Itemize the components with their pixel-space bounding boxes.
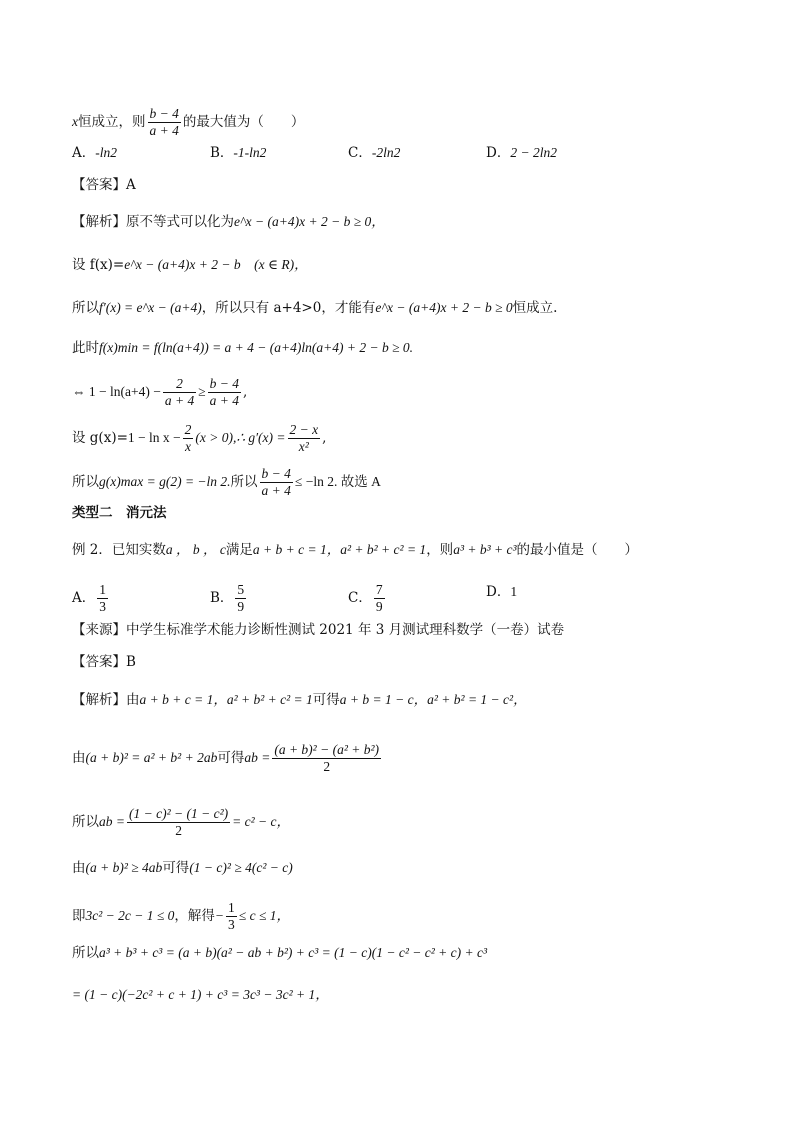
q1-stem-suffix: 的最大值为（ ）	[182, 114, 305, 130]
answer-value: A	[126, 177, 136, 193]
q2-option-d: D．1	[486, 584, 518, 600]
q1-analysis-line-3: 所以f′(x) = e^x − (a+4)，所以只有 a+4>0，才能有e^x − (a+4)x + 2 − b ≥ 0恒成立.	[72, 300, 558, 316]
answer-label: 【答案】	[72, 177, 126, 193]
q1-stem-prefix: x	[72, 114, 78, 129]
q1-analysis-line-4: 此时f(x)min = f(ln(a+4)) = a + 4 − (a+4)ln(a+4) + 2 − b ≥ 0.	[72, 340, 413, 356]
q1-option-c: C．-2ln2	[348, 145, 401, 161]
q1-analysis-line-5: ⇔ 1 − ln(a+4) − $\frac{2}{a + 4}$ ≥ $\frac{b - 4}{a + 4}$ ,	[72, 376, 248, 408]
q2-source	[72, 620, 564, 640]
answer-label: 【答案】	[72, 654, 126, 670]
q1-stem	[72, 106, 304, 139]
q1-stem-fraction: $\frac{b - 4}{a + 4}$	[149, 106, 179, 138]
q1-option-d: D．2 − 2ln2	[486, 145, 557, 161]
q1-analysis-line-2: 设 f(x)=e^x − (a+4)x + 2 − b (x ∈ R)，	[72, 257, 308, 273]
q1-analysis-line-7: 所以g(x)max = g(2) = −ln 2.所以 $\frac{b - 4}{a + 4}$ ≤ −ln 2. 故选 A	[72, 466, 381, 498]
source-label: 【来源】	[72, 622, 126, 638]
q2-analysis-line-2: 由(a + b)² = a² + b² + 2ab可得ab = $\frac{\text{(a + b)² − (a² + b²)}}{2}$	[72, 742, 380, 774]
q2-option-c: C． $\frac{7}{9}$	[348, 582, 383, 614]
q1-option-b: B．-1-ln2	[210, 145, 267, 161]
q1-analysis-line-6: 设 g(x)=1 − ln x − $\frac{2}{x}$ (x > 0),∴ g′(x) = $\frac{2 - x}{\text{x²}}$ ,	[72, 422, 327, 454]
analysis-label: 【解析】	[72, 214, 126, 230]
answer-value: B	[126, 654, 136, 670]
section-title: 类型二 消元法	[72, 505, 167, 521]
q2-analysis-line-4: 由(a + b)² ≥ 4ab可得(1 − c)² ≥ 4(c² − c)	[72, 860, 293, 876]
q2-analysis-line-5: 即3c² − 2c − 1 ≤ 0，解得− $\frac{1}{3}$ ≤ c ≤ 1，	[72, 900, 290, 932]
q2-option-b: B． $\frac{5}{9}$	[210, 582, 245, 614]
q2-option-a: A． $\frac{1}{3}$	[72, 582, 106, 614]
q1-analysis-line-1: 【解析】原不等式可以化为e^x − (a+4)x + 2 − b ≥ 0，	[72, 214, 385, 230]
q2-analysis-line-3: 所以ab = $\frac{\text{(1 − c)² − (1 − c²)}}{2}$ = c² − c，	[72, 806, 291, 838]
q1-option-a: A．-ln2	[72, 145, 117, 161]
q2-analysis-line-7: = (1 − c)(−2c² + c + 1) + c³ = 3c³ − 3c² + 1，	[72, 987, 329, 1002]
q2-answer	[72, 652, 136, 672]
q1-stem-text: 恒成立，则	[78, 114, 146, 130]
analysis-label: 【解析】	[72, 692, 126, 708]
q2-analysis-line-6: 所以a³ + b³ + c³ = (a + b)(a² − ab + b²) + c³ = (1 − c)(1 − c² − c² + c) + c³	[72, 945, 488, 961]
q2-stem: 例 2．已知实数a ， b ， c满足a + b + c = 1，a² + b² + c² = 1，则a³ + b³ + c³的最小值是（ ）	[72, 542, 639, 558]
q1-answer	[72, 175, 136, 195]
source-text: 中学生标准学术能力诊断性测试 2021 年 3 月测试理科数学（一卷）试卷	[126, 622, 565, 638]
q2-analysis-line-1: 【解析】由a + b + c = 1，a² + b² + c² = 1可得a + b = 1 − c，a² + b² = 1 − c²，	[72, 692, 527, 708]
